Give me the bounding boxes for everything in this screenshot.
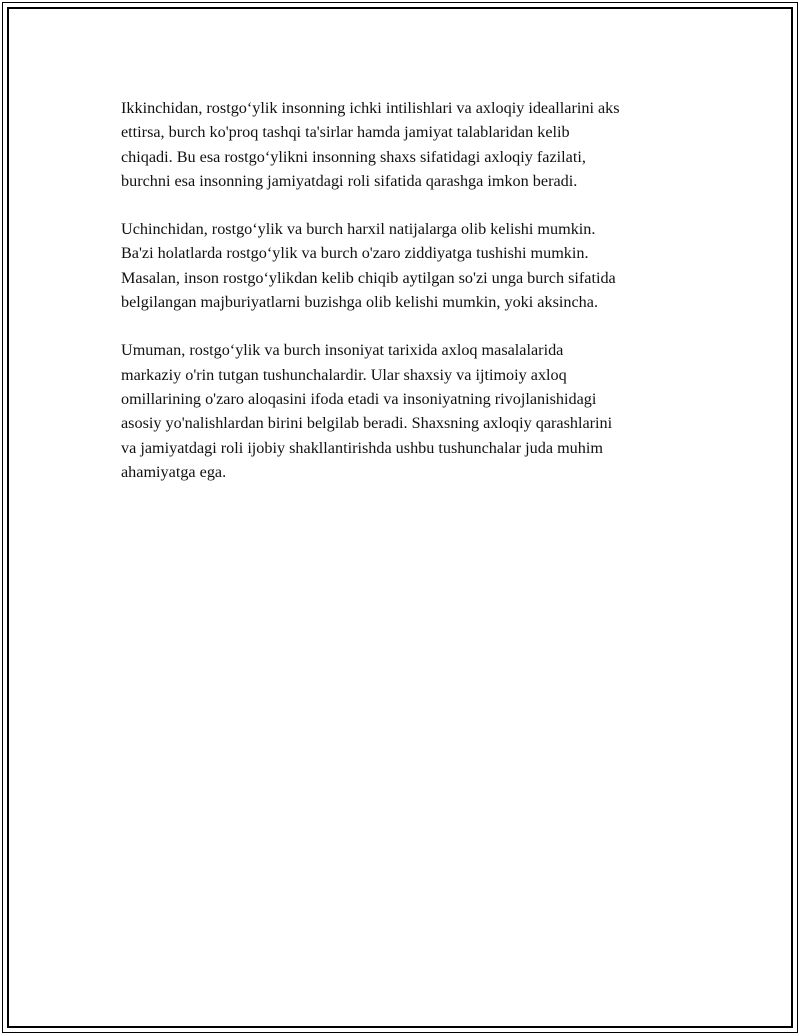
paragraph-line: asosiy yo'nalishlardan birini belgilab beradi. Shaxsning axloqiy qarashlarini xyxy=(121,414,613,433)
paragraph-line: belgilangan majburiyatlarni buzishga olib kelishi mumkin, yoki aksincha. xyxy=(121,293,598,312)
document-body xyxy=(121,96,701,508)
paragraph-2 xyxy=(121,217,701,314)
paragraph-line: burchni esa insonning jamiyatdagi roli sifatida qarashga imkon beradi. xyxy=(121,171,578,190)
paragraph-line: Ba'zi holatlarda rostgo‘ylik va burch o'zaro ziddiyatga tushishi mumkin. xyxy=(121,244,589,263)
page-border xyxy=(2,2,798,1033)
paragraph-line: Umuman, rostgo‘ylik va burch insoniyat tarixida axloq masalalarida xyxy=(121,341,564,360)
paragraph-line: va jamiyatdagi roli ijobiy shakllantirishda ushbu tushunchalar juda muhim xyxy=(121,438,603,457)
paragraph-line: ahamiyatga ega. xyxy=(121,462,227,481)
paragraph-line: omillarining o'zaro aloqasini ifoda etadi va insoniyatning rivojlanishidagi xyxy=(121,389,597,408)
paragraph-line: Ikkinchidan, rostgo‘ylik insonning ichki intilishlari va axloqiy ideallarini aks xyxy=(121,99,620,117)
paragraph-line: markaziy o'rin tutgan tushunchalardir. Ular shaxsiy va ijtimoiy axloq xyxy=(121,365,567,384)
paragraph-line: Uchinchidan, rostgo‘ylik va burch harxil natijalarga olib kelishi mumkin. xyxy=(121,220,596,239)
paragraph-line: ettirsa, burch ko'proq tashqi ta'sirlar hamda jamiyat talablaridan kelib xyxy=(121,123,570,142)
paragraph-line: Masalan, inson rostgo‘ylikdan kelib chiqib aytilgan so'zi unga burch sifatida xyxy=(121,268,616,287)
paragraph-3 xyxy=(121,338,701,484)
paragraph-line: chiqadi. Bu esa rostgo‘ylikni insonning shaxs sifatidagi axloqiy fazilati, xyxy=(121,147,586,166)
paragraph-1 xyxy=(121,96,701,193)
